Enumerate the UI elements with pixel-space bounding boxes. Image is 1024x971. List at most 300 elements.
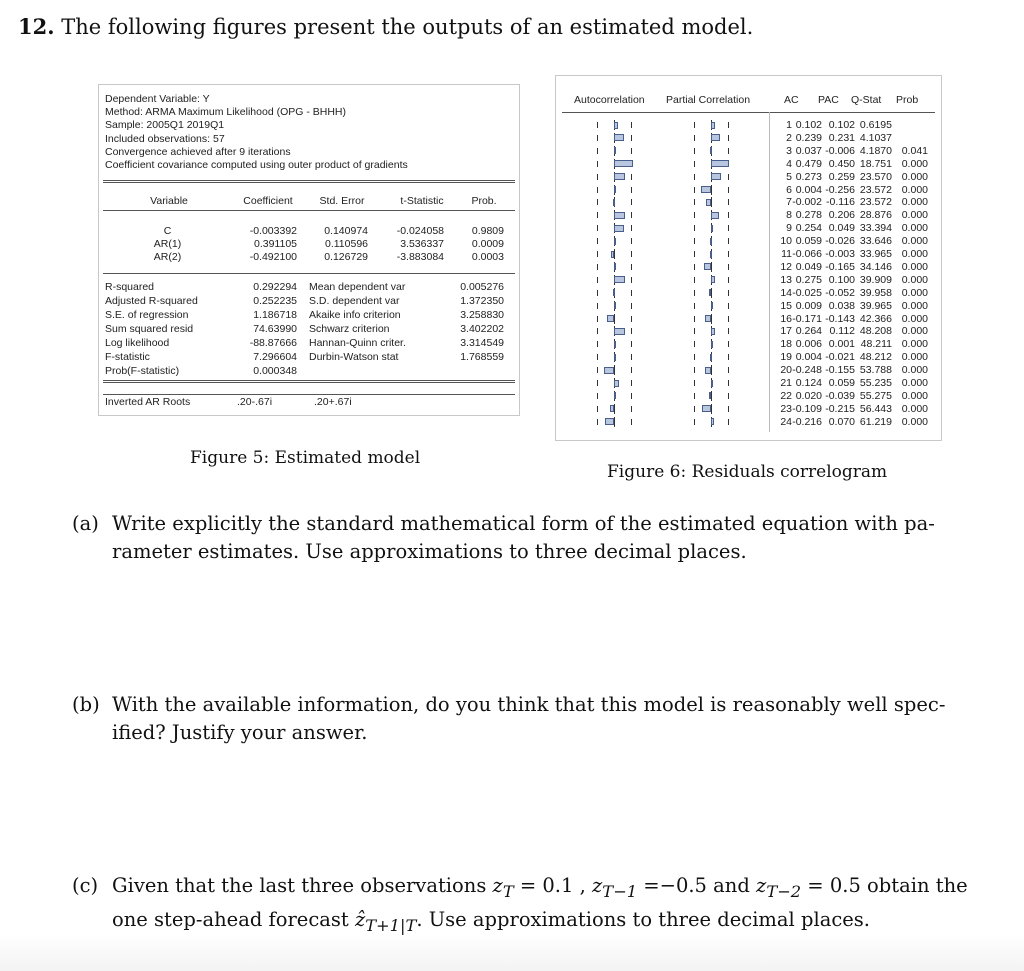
coef-cell: 0.0003: [471, 251, 504, 263]
q-stat: 23.570: [859, 170, 892, 183]
ac-band-right: [631, 174, 632, 180]
ac-zero-axis: [614, 249, 615, 259]
ac-bar: [614, 160, 633, 167]
pac-zero-axis: [711, 314, 712, 324]
ac-band-left: [597, 161, 598, 167]
pac-band-right: [728, 393, 729, 399]
z-t-sub: T: [502, 881, 514, 901]
header-line: Included observations: 57: [105, 132, 225, 145]
pac-value: 0.450: [828, 157, 855, 170]
pac-band-left: [694, 328, 695, 334]
pac-band-right: [728, 303, 729, 309]
ac-bar: [614, 122, 618, 129]
ac-band-right: [631, 419, 632, 425]
stat-label: Sum squared resid: [105, 323, 194, 335]
pac-band-right: [728, 341, 729, 347]
pac-band-right: [728, 367, 729, 373]
pac-band-left: [694, 380, 695, 386]
pac-value: -0.215: [825, 402, 855, 415]
ac-value: -0.248: [792, 364, 822, 377]
correlogram-column-header: Q-Stat: [851, 94, 882, 106]
correlogram-column-header: AC: [784, 94, 799, 106]
part-a-line2: rameter estimates. Use approximations to three decimal places.: [112, 540, 747, 563]
coef-cell: 0.0009: [471, 238, 504, 250]
coef-cell: 0.9809: [471, 225, 504, 237]
ac-band-left: [597, 406, 598, 412]
pac-bar: [711, 122, 715, 129]
pac-value: -0.143: [825, 312, 855, 325]
ac-band-right: [631, 264, 632, 270]
table-rule: [103, 273, 515, 274]
lag: 18: [780, 338, 792, 351]
correlogram-column-header: Autocorrelation: [574, 94, 645, 106]
variable-name: C: [163, 225, 172, 237]
ac-bar: [614, 225, 624, 232]
ac-value: -0.002: [792, 196, 822, 209]
pac-band-right: [728, 225, 729, 231]
pac-value: 0.001: [828, 338, 855, 351]
stat-label: F-statistic: [105, 351, 150, 363]
pac-band-right: [728, 187, 729, 193]
ac-value: 0.275: [795, 273, 822, 286]
z-t1: z: [592, 874, 603, 897]
pac-value: -0.116: [826, 196, 855, 209]
lag: 2: [786, 131, 792, 144]
q-stat: 39.958: [859, 286, 892, 299]
part-c-line2-pre: one step-ahead forecast: [112, 907, 355, 931]
z-t2-sub: T−2: [766, 881, 802, 901]
pac-value: -0.165: [825, 260, 855, 273]
stat-value: 74.63990: [253, 323, 297, 335]
stat-label: Hannan-Quinn criter.: [309, 337, 406, 349]
ac-band-left: [597, 316, 598, 322]
column-header: Prob.: [471, 195, 497, 207]
estimated-model-table: [98, 84, 520, 416]
ac-band-left: [597, 225, 598, 231]
ac-value: 0.264: [795, 325, 822, 338]
ac-band-right: [631, 212, 632, 218]
ac-band-left: [597, 367, 598, 373]
pac-bar: [711, 212, 719, 219]
header-line: Sample: 2005Q1 2019Q1: [105, 119, 225, 132]
z-t1-sub: T−1: [602, 881, 638, 901]
part-a: [72, 510, 935, 566]
ac-bar: [613, 289, 615, 296]
pac-zero-axis: [711, 365, 712, 375]
pac-band-right: [728, 290, 729, 296]
prob: 0.000: [901, 235, 928, 248]
column-header: Coefficient: [243, 195, 293, 207]
prob: 0.000: [901, 364, 928, 377]
pac-zero-axis: [711, 185, 712, 195]
ac-band-left: [597, 277, 598, 283]
pac-value: -0.006: [825, 144, 855, 157]
pac-bar: [709, 289, 711, 296]
ac-band-left: [597, 251, 598, 257]
pac-bar: [711, 225, 713, 232]
ac-value: -0.066: [792, 248, 822, 260]
pac-band-right: [728, 419, 729, 425]
prob: 0.000: [901, 248, 928, 260]
ac-band-left: [597, 199, 598, 205]
ac-zero-axis: [614, 314, 615, 324]
pac-bar: [711, 328, 715, 335]
pac-bar: [711, 276, 715, 283]
question-text: The following figures present the outputs of an estimated model.: [61, 15, 754, 39]
q-stat: 48.212: [859, 351, 892, 364]
prob: 0.000: [901, 338, 928, 351]
pac-bar: [711, 134, 720, 141]
stat-label: S.D. dependent var: [309, 295, 400, 307]
ac-band-right: [631, 303, 632, 309]
part-c-label: (c): [72, 874, 99, 897]
pac-band-left: [694, 212, 695, 218]
pac-bar: [710, 147, 712, 154]
prob: 0.000: [901, 170, 928, 183]
prob: 0.000: [901, 415, 928, 428]
ac-band-right: [631, 199, 632, 205]
prob: 0.000: [901, 312, 928, 325]
ac-value: 0.009: [795, 299, 822, 312]
pac-bar: [710, 354, 712, 361]
stat-value: 1.768559: [460, 351, 504, 363]
pac-band-left: [694, 316, 695, 322]
pac-band-right: [728, 316, 729, 322]
pac-bar: [702, 405, 711, 412]
pac-bar: [704, 263, 711, 270]
pac-bar: [701, 186, 711, 193]
prob: 0.000: [901, 196, 928, 209]
column-header: Std. Error: [319, 195, 365, 207]
pac-band-right: [728, 406, 729, 412]
stat-label: Mean dependent var: [309, 281, 406, 293]
coef-cell: -0.492100: [249, 251, 297, 263]
pac-zero-axis: [711, 404, 712, 414]
stat-value: 3.402202: [460, 323, 504, 335]
pac-band-left: [694, 341, 695, 347]
pac-value: -0.003: [825, 248, 855, 260]
pac-value: 0.206: [828, 209, 855, 222]
pac-band-left: [694, 225, 695, 231]
lag: 12: [780, 260, 792, 273]
ac-value: 0.239: [795, 131, 822, 144]
stat-value: -88.87666: [249, 337, 297, 349]
ac-bar: [614, 380, 619, 387]
lag: 9: [786, 222, 792, 235]
pac-band-left: [694, 238, 695, 244]
ac-band-left: [597, 122, 598, 128]
ar-root: .20-.67i: [237, 396, 273, 408]
part-b-label: (b): [72, 693, 100, 716]
ac-band-left: [597, 238, 598, 244]
ac-bar: [614, 238, 616, 245]
table-rule: [103, 394, 515, 395]
ac-band-right: [631, 148, 632, 154]
stat-label: Schwarz criterion: [309, 323, 390, 335]
pac-band-left: [694, 419, 695, 425]
q-stat: 39.909: [859, 273, 892, 286]
pac-zero-axis: [711, 262, 712, 272]
z-hat-sub: T+1|T: [365, 915, 417, 935]
header-line: Dependent Variable: Y: [105, 93, 210, 105]
ac-value: -0.109: [792, 402, 822, 415]
stat-label: Prob(F-statistic): [105, 365, 180, 377]
ac-bar: [607, 315, 614, 322]
pac-value: 0.100: [828, 273, 855, 286]
ac-band-left: [597, 393, 598, 399]
prob: 0.000: [901, 260, 928, 273]
pac-band-left: [694, 406, 695, 412]
pac-band-right: [728, 277, 729, 283]
ac-band-left: [597, 148, 598, 154]
q-stat: 33.394: [859, 222, 892, 235]
pac-value: 0.231: [828, 131, 855, 144]
ac-band-left: [597, 264, 598, 270]
pac-bar: [711, 380, 713, 387]
coef-cell: -0.003392: [249, 225, 297, 237]
lag: 10: [780, 235, 792, 248]
pac-band-left: [694, 367, 695, 373]
ac-band-right: [631, 225, 632, 231]
part-c-pre: Given that the last three observations: [112, 874, 493, 897]
q-stat: 48.211: [860, 338, 892, 351]
pac-band-right: [728, 122, 729, 128]
ac-band-left: [597, 380, 598, 386]
lag: 14: [780, 286, 792, 299]
ac-band-right: [631, 393, 632, 399]
prob: 0.000: [901, 389, 928, 402]
prob: 0.041: [901, 144, 928, 157]
pac-band-right: [728, 212, 729, 218]
figure5-caption: Figure 5: Estimated model: [190, 448, 421, 468]
lag: 23: [780, 402, 792, 415]
q-stat: 0.6195: [859, 119, 892, 131]
ac-band-right: [631, 187, 632, 193]
ac-bar: [604, 367, 614, 374]
z-t1-value: =−0.5 and: [637, 874, 757, 897]
lag: 22: [780, 389, 792, 402]
pac-band-left: [694, 199, 695, 205]
ac-band-left: [597, 419, 598, 425]
coef-cell: 0.126729: [324, 251, 368, 263]
ac-band-right: [631, 122, 632, 128]
ac-bar: [614, 354, 616, 361]
ac-band-right: [631, 328, 632, 334]
pac-bar: [711, 418, 714, 425]
prob: 0.000: [901, 273, 928, 286]
ac-band-right: [631, 135, 632, 141]
lag: 19: [780, 351, 792, 364]
ac-value: 0.020: [795, 389, 822, 402]
ac-band-left: [597, 303, 598, 309]
ac-bar: [614, 302, 616, 309]
lag: 21: [780, 377, 792, 389]
coef-cell: 3.536337: [400, 238, 444, 250]
ac-band-left: [597, 290, 598, 296]
roots-label: Inverted AR Roots: [105, 396, 191, 408]
q-stat: 55.235: [859, 377, 892, 389]
q-stat: 23.572: [859, 196, 892, 209]
pac-value: -0.026: [825, 235, 855, 248]
ac-band-left: [597, 354, 598, 360]
column-header: Variable: [150, 195, 188, 207]
ac-bar: [614, 186, 616, 193]
variable-name: AR(1): [153, 238, 182, 250]
part-c: [72, 872, 968, 940]
lag: 3: [786, 144, 792, 157]
pac-band-left: [694, 135, 695, 141]
ac-bar: [614, 173, 625, 180]
q-stat: 28.876: [859, 209, 892, 222]
pac-band-left: [694, 174, 695, 180]
pac-band-right: [728, 380, 729, 386]
z-t2: z: [756, 874, 767, 897]
ar-root: .20+.67i: [314, 396, 352, 408]
ac-band-right: [631, 367, 632, 373]
ac-value: 0.049: [795, 260, 822, 273]
coef-cell: -0.024058: [396, 225, 444, 237]
pac-band-left: [694, 277, 695, 283]
pac-band-left: [694, 290, 695, 296]
lag: 6: [786, 183, 792, 196]
lag: 15: [780, 299, 792, 312]
ac-bar: [614, 328, 625, 335]
correlogram-rule: [562, 112, 935, 113]
question-heading: [18, 14, 753, 39]
lag: 5: [786, 170, 792, 183]
ac-bar: [613, 199, 615, 206]
pac-bar: [709, 392, 711, 399]
pac-band-left: [694, 354, 695, 360]
ac-band-right: [631, 251, 632, 257]
pac-band-left: [694, 393, 695, 399]
lag: 17: [780, 325, 792, 338]
prob: 0.000: [901, 351, 928, 364]
ac-zero-axis: [614, 417, 615, 427]
ac-value: 0.004: [795, 351, 822, 364]
q-stat: 4.1037: [859, 131, 892, 144]
lag: 16: [780, 312, 792, 325]
ac-band-left: [597, 187, 598, 193]
correlogram-column-header: Prob: [896, 94, 919, 106]
pac-band-left: [694, 161, 695, 167]
variable-name: AR(2): [153, 251, 182, 263]
ac-bar: [614, 276, 625, 283]
ac-band-right: [631, 238, 632, 244]
table-rule: [103, 180, 515, 183]
part-a-line1: Write explicitly the standard mathematical form of the estimated equation with pa-: [112, 512, 935, 535]
prob: 0.000: [901, 377, 928, 389]
ac-band-right: [631, 290, 632, 296]
stat-label: Log likelihood: [105, 337, 170, 349]
ac-value: 0.278: [795, 209, 822, 222]
ac-band-right: [631, 277, 632, 283]
ac-bar: [614, 134, 624, 141]
coef-cell: 0.391105: [253, 238, 297, 250]
pac-value: 0.059: [828, 377, 855, 389]
ac-band-left: [597, 135, 598, 141]
ac-band-left: [597, 212, 598, 218]
stat-value: 0.252235: [253, 295, 297, 307]
lag: 8: [786, 209, 792, 222]
pac-bar: [710, 238, 712, 245]
coef-cell: 0.110596: [324, 238, 368, 250]
ac-bar: [605, 418, 614, 425]
q-stat: 39.965: [859, 299, 892, 312]
stat-value: 3.314549: [460, 337, 504, 349]
stat-value: 1.372350: [460, 295, 504, 307]
ac-bar: [614, 392, 616, 399]
pac-band-left: [694, 122, 695, 128]
q-stat: 4.1870: [859, 144, 892, 157]
ac-value: -0.216: [792, 415, 822, 428]
q-stat: 56.443: [859, 402, 892, 415]
pac-value: -0.256: [825, 183, 855, 196]
column-header: t-Statistic: [400, 195, 444, 207]
ac-value: 0.037: [795, 144, 822, 157]
pac-band-right: [728, 148, 729, 154]
pac-band-left: [694, 264, 695, 270]
prob: 0.000: [901, 325, 928, 338]
part-b: [72, 691, 945, 747]
header-line: Coefficient covariance computed using outer product of gradients: [105, 159, 408, 172]
correlogram-divider: [769, 112, 770, 432]
pac-bar: [711, 160, 729, 167]
pac-value: -0.021: [825, 351, 855, 364]
part-a-label: (a): [72, 512, 99, 535]
q-stat: 48.208: [859, 325, 892, 338]
ac-band-right: [631, 354, 632, 360]
pac-band-right: [728, 354, 729, 360]
prob: 0.000: [901, 222, 928, 235]
lag: 24: [780, 415, 792, 428]
q-stat: 53.788: [859, 364, 892, 377]
z-t: z: [492, 874, 503, 897]
ac-band-right: [631, 341, 632, 347]
q-stat: 33.965: [859, 248, 892, 260]
header-line: Convergence achieved after 9 iterations: [105, 145, 291, 158]
z-t-value: = 0.1 ,: [513, 874, 592, 897]
ac-bar: [614, 341, 616, 348]
ac-zero-axis: [614, 365, 615, 375]
part-b-line2: ified? Justify your answer.: [112, 721, 368, 744]
stat-label: Durbin-Watson stat: [309, 351, 399, 363]
pac-value: -0.052: [825, 286, 855, 299]
stat-value: 0.000348: [253, 365, 297, 377]
question-number: 12.: [18, 14, 55, 39]
pac-band-left: [694, 148, 695, 154]
pac-zero-axis: [711, 197, 712, 207]
ac-value: 0.006: [795, 338, 822, 351]
pac-bar: [705, 315, 711, 322]
z-t2-value: = 0.5 obtain the: [801, 874, 968, 897]
pac-band-left: [694, 251, 695, 257]
coef-cell: -3.883084: [396, 251, 444, 263]
correlogram-column-header: PAC: [818, 94, 839, 106]
figure6-caption: Figure 6: Residuals correlogram: [607, 462, 888, 482]
lag: 4: [786, 157, 792, 170]
pac-band-right: [728, 135, 729, 141]
ac-value: 0.479: [795, 157, 822, 170]
pac-band-right: [728, 251, 729, 257]
ac-bar: [610, 405, 614, 412]
stat-value: 1.186718: [253, 309, 297, 321]
ac-value: 0.124: [795, 377, 822, 389]
pac-bar: [705, 367, 711, 374]
z-hat: ẑ: [354, 907, 366, 931]
ac-value: -0.171: [792, 312, 822, 325]
page-bottom-shade: [0, 935, 1024, 971]
